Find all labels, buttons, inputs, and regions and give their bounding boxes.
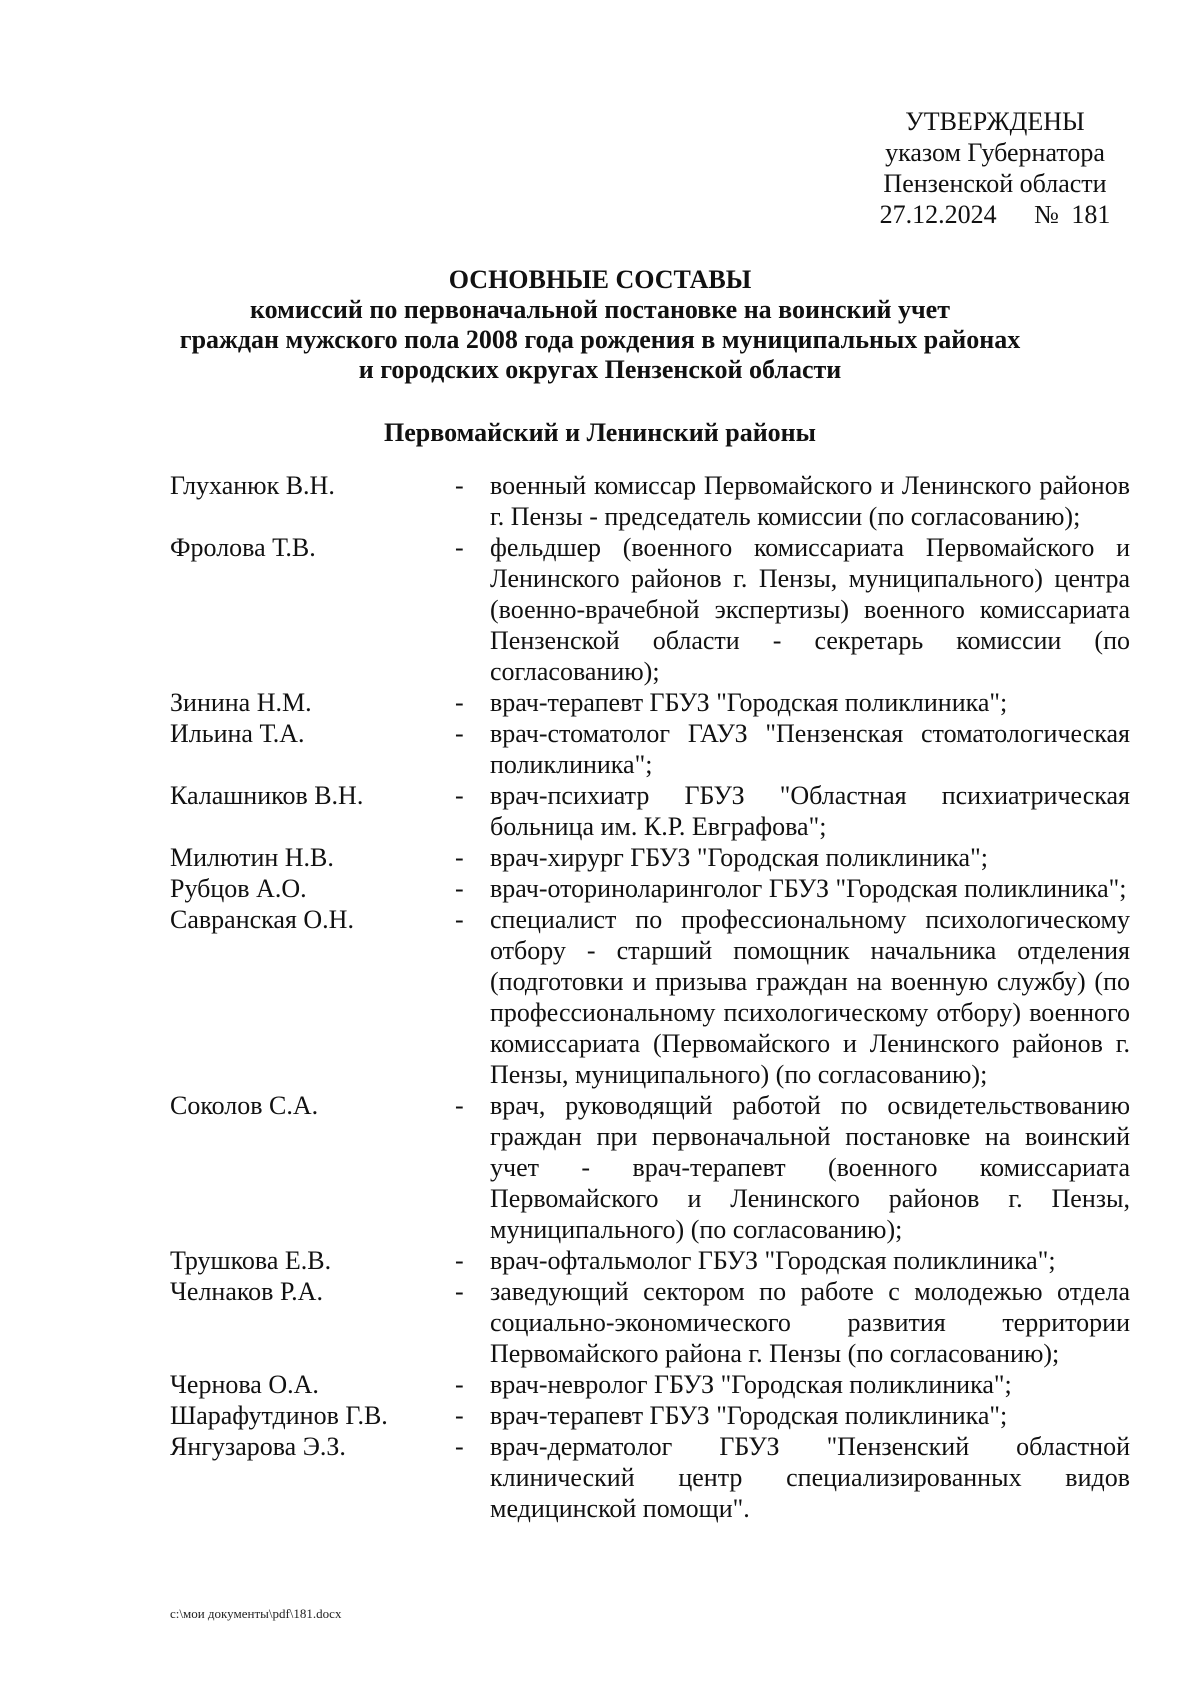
member-dash: - — [455, 719, 464, 748]
member-row — [170, 532, 1130, 687]
member-name: Ильина Т.А. — [170, 719, 305, 748]
member-name: Трушкова Е.В. — [170, 1246, 332, 1275]
member-row — [170, 1369, 1130, 1400]
member-role: врач, руководящий работой по освидетельствованию граждан при первоначальной постановке на воинский учет - врач-терапевт (военного комиссариата Первомайского и Ленинского районов г. Пензы, муниципального) (по согласованию); — [490, 1091, 1130, 1244]
member-dash: - — [455, 471, 464, 500]
member-row — [170, 1090, 1130, 1245]
member-row — [170, 873, 1130, 904]
member-name: Янгузарова Э.З. — [170, 1432, 346, 1461]
member-role: врач-терапевт ГБУЗ "Городская поликлиника"; — [490, 1401, 1008, 1430]
member-role: врач-офтальмолог ГБУЗ "Городская поликлиника"; — [490, 1246, 1056, 1275]
member-dash: - — [455, 1432, 464, 1461]
member-name: Глуханюк В.Н. — [170, 471, 335, 500]
member-role: врач-стоматолог ГАУЗ "Пензенская стоматологическая поликлиника"; — [490, 719, 1130, 779]
title-line-4: и городских округах Пензенской области — [358, 355, 842, 384]
title-line-3: граждан мужского пола 2008 года рождения в муниципальных районах — [179, 325, 1021, 354]
member-name: Шарафутдинов Г.В. — [170, 1401, 388, 1430]
member-role: фельдшер (военного комиссариата Первомайского и Ленинского районов г. Пензы, муниципального) центра (военно-врачебной экспертизы) военного комиссариата Пензенской области - секретарь комиссии (по согласованию); — [490, 533, 1130, 686]
approval-number: № 181 — [1034, 200, 1111, 229]
member-dash: - — [455, 905, 464, 934]
member-dash: - — [455, 1401, 464, 1430]
member-role: военный комиссар Первомайского и Ленинского районов г. Пензы - председатель комиссии (по согласованию); — [490, 471, 1130, 531]
members-list — [170, 470, 1130, 1524]
member-row — [170, 1245, 1130, 1276]
member-name: Соколов С.А. — [170, 1091, 319, 1120]
member-dash: - — [455, 781, 464, 810]
member-dash: - — [455, 1246, 464, 1275]
member-dash: - — [455, 688, 464, 717]
member-dash: - — [455, 843, 464, 872]
member-name: Калашников В.Н. — [170, 781, 364, 810]
file-path-footer: c:\мои документы\pdf\181.docx — [170, 1606, 342, 1621]
member-name: Милютин Н.В. — [170, 843, 334, 872]
member-row — [170, 718, 1130, 780]
approval-date-number — [875, 199, 1115, 230]
approval-heading: УТВЕРЖДЕНЫ — [905, 107, 1085, 136]
approval-date: 27.12.2024 — [879, 200, 997, 229]
member-role: врач-хирург ГБУЗ "Городская поликлиника"; — [490, 843, 988, 872]
member-name: Зинина Н.М. — [170, 688, 312, 717]
member-row — [170, 1431, 1130, 1524]
member-role: специалист по профессиональному психологическому отбору - старший помощник начальника отделения (подготовки и призыва граждан на военную службу) (по профессиональному психологическому отбору) военного комиссариата (Первомайского и Ленинского районов г. Пензы, муниципального) (по согласованию); — [490, 905, 1130, 1089]
member-name: Челнаков Р.А. — [170, 1277, 323, 1306]
title-line-2: комиссий по первоначальной постановке на воинский учет — [250, 295, 950, 324]
member-row — [170, 904, 1130, 1090]
member-dash: - — [455, 1370, 464, 1399]
document-title — [0, 265, 1200, 385]
member-row — [170, 1400, 1130, 1431]
member-role: врач-невролог ГБУЗ "Городская поликлиника"; — [490, 1370, 1012, 1399]
member-row — [170, 1276, 1130, 1369]
section-title: Первомайский и Ленинский районы — [384, 418, 816, 447]
member-dash: - — [455, 1277, 464, 1306]
member-row — [170, 687, 1130, 718]
member-role: врач-оториноларинголог ГБУЗ "Городская поликлиника"; — [490, 874, 1127, 903]
member-name: Савранская О.Н. — [170, 905, 354, 934]
member-role: заведующий сектором по работе с молодежью отдела социально-экономического развития территории Первомайского района г. Пензы (по согласованию); — [490, 1277, 1130, 1368]
member-role: врач-психиатр ГБУЗ "Областная психиатрическая больница им. К.Р. Евграфова"; — [490, 781, 1130, 841]
member-row — [170, 470, 1130, 532]
approval-region: Пензенской области — [883, 169, 1107, 198]
approval-decree: указом Губернатора — [885, 138, 1105, 167]
title-line-1: ОСНОВНЫЕ СОСТАВЫ — [448, 265, 752, 294]
member-name: Чернова О.А. — [170, 1370, 319, 1399]
member-name: Рубцов А.О. — [170, 874, 307, 903]
member-dash: - — [455, 874, 464, 903]
member-row — [170, 780, 1130, 842]
approval-stamp — [875, 106, 1115, 230]
member-dash: - — [455, 533, 464, 562]
member-name: Фролова Т.В. — [170, 533, 316, 562]
member-dash: - — [455, 1091, 464, 1120]
member-role: врач-терапевт ГБУЗ "Городская поликлиника"; — [490, 688, 1008, 717]
member-row — [170, 842, 1130, 873]
member-role: врач-дерматолог ГБУЗ "Пензенский областной клинический центр специализированных видов медицинской помощи". — [490, 1432, 1130, 1523]
